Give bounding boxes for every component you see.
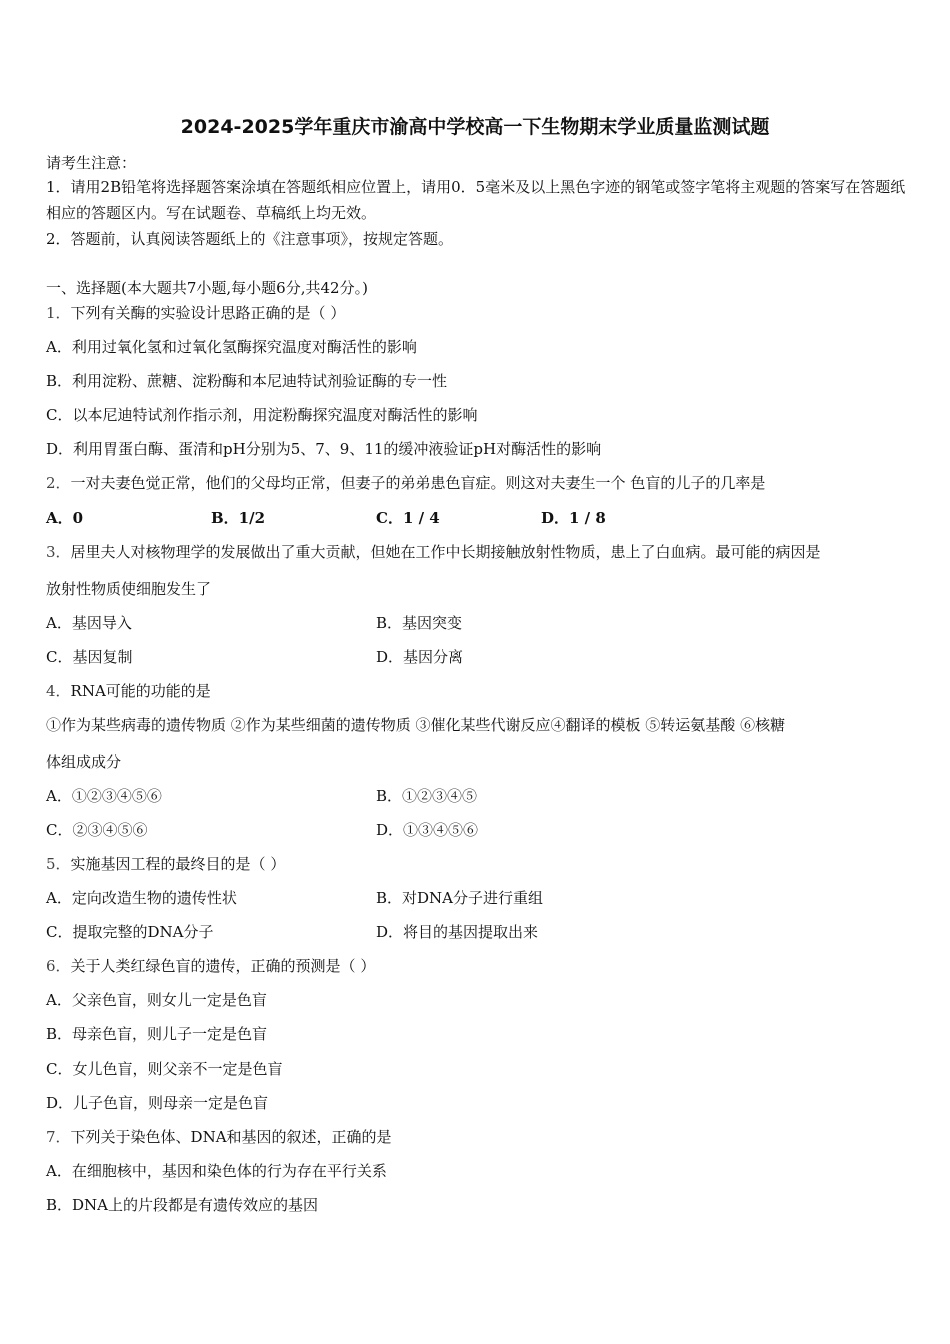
question-2 bbox=[46, 472, 765, 493]
question-number: 7． bbox=[46, 1128, 71, 1146]
question-number: 2． bbox=[46, 474, 71, 492]
question-4 bbox=[46, 680, 211, 701]
q2-option-b[interactable]: B．1/2 bbox=[211, 509, 266, 527]
q4-option-c[interactable]: C．②③④⑤⑥ bbox=[46, 821, 148, 839]
notice-item-2: 2．答题前，认真阅读答题纸上的《注意事项》，按规定答题。 bbox=[46, 230, 454, 248]
q2-option-d[interactable]: D．1 / 8 bbox=[541, 509, 606, 527]
q6-option-a[interactable]: A．父亲色盲，则女儿一定是色盲 bbox=[46, 991, 267, 1009]
question-stem: 关于人类红绿色盲的遗传，正确的预测是（ ） bbox=[70, 957, 376, 975]
q1-option-c[interactable]: C．以本尼迪特试剂作指示剂，用淀粉酶探究温度对酶活性的影响 bbox=[46, 406, 478, 424]
q6-option-d[interactable]: D．儿子色盲，则母亲一定是色盲 bbox=[46, 1094, 269, 1112]
q3-option-c[interactable]: C．基因复制 bbox=[46, 648, 133, 666]
question-7 bbox=[46, 1126, 392, 1147]
question-number: 5． bbox=[46, 855, 71, 873]
notice-item-1: 1．请用2B铅笔将选择题答案涂填在答题纸相应位置上，请用0．5毫米及以上黑色字迹的钢笔或签字笔将主观题的答案写在答题纸相应的答题区内。写在试题卷、草稿纸上均无效。 bbox=[46, 178, 906, 222]
question-number: 4． bbox=[46, 682, 71, 700]
question-4-list-continuation: 体组成成分 bbox=[46, 753, 122, 771]
q6-option-b[interactable]: B．母亲色盲，则儿子一定是色盲 bbox=[46, 1025, 268, 1043]
q5-option-b[interactable]: B．对DNA分子进行重组 bbox=[376, 889, 544, 907]
question-stem: 实施基因工程的最终目的是（ ） bbox=[70, 855, 286, 873]
question-5 bbox=[46, 853, 285, 874]
question-stem: 下列关于染色体、DNA和基因的叙述，正确的是 bbox=[70, 1128, 392, 1146]
page-title: 2024-2025学年重庆市渝高中学校高一下生物期末学业质量监测试题 bbox=[180, 116, 770, 138]
q1-option-b[interactable]: B．利用淀粉、蔗糖、淀粉酶和本尼迪特试剂验证酶的专一性 bbox=[46, 372, 448, 390]
question-stem: 居里夫人对核物理学的发展做出了重大贡献，但她在工作中长期接触放射性物质，患上了白血病。最可能的病因是 bbox=[70, 543, 821, 561]
notice-heading: 请考生注意： bbox=[46, 154, 137, 172]
question-stem: 下列有关酶的实验设计思路正确的是（ ） bbox=[70, 304, 346, 322]
q2-option-a[interactable]: A．0 bbox=[46, 509, 84, 527]
question-number: 6． bbox=[46, 957, 71, 975]
q3-option-b[interactable]: B．基因突变 bbox=[376, 614, 463, 632]
question-number: 1． bbox=[46, 304, 71, 322]
question-1 bbox=[46, 302, 345, 323]
q4-option-d[interactable]: D．①③④⑤⑥ bbox=[376, 821, 479, 839]
q1-option-d[interactable]: D．利用胃蛋白酶、蛋清和pH分别为5、7、9、11的缓冲液验证pH对酶活性的影响 bbox=[46, 440, 602, 458]
q5-option-c[interactable]: C．提取完整的DNA分子 bbox=[46, 923, 214, 941]
question-stem: RNA可能的功能的是 bbox=[70, 682, 211, 700]
q2-option-c[interactable]: C．1 / 4 bbox=[376, 509, 440, 527]
question-6 bbox=[46, 955, 375, 976]
q4-option-b[interactable]: B．①②③④⑤ bbox=[376, 787, 478, 805]
q5-option-a[interactable]: A．定向改造生物的遗传性状 bbox=[46, 889, 237, 907]
q3-option-a[interactable]: A．基因导入 bbox=[46, 614, 132, 632]
q5-option-d[interactable]: D．将目的基因提取出来 bbox=[376, 923, 539, 941]
q3-option-d[interactable]: D．基因分离 bbox=[376, 648, 464, 666]
question-stem: 一对夫妻色觉正常，他们的父母均正常，但妻子的弟弟患色盲症。则这对夫妻生一个 色盲的儿子的几率是 bbox=[70, 474, 766, 492]
question-3-continuation: 放射性物质使细胞发生了 bbox=[46, 580, 212, 598]
q7-option-b[interactable]: B．DNA上的片段都是有遗传效应的基因 bbox=[46, 1196, 319, 1214]
question-number: 3． bbox=[46, 543, 71, 561]
q4-option-a[interactable]: A．①②③④⑤⑥ bbox=[46, 787, 162, 805]
q7-option-a[interactable]: A．在细胞核中，基因和染色体的行为存在平行关系 bbox=[46, 1162, 387, 1180]
section-heading: 一、选择题(本大题共7小题,每小题6分,共42分。) bbox=[46, 279, 368, 297]
q6-option-c[interactable]: C．女儿色盲，则父亲不一定是色盲 bbox=[46, 1060, 283, 1078]
question-4-list: ①作为某些病毒的遗传物质 ②作为某些细菌的遗传物质 ③催化某些代谢反应④翻译的模板 ⑤转运氨基酸 ⑥核糖 bbox=[46, 716, 786, 734]
question-3 bbox=[46, 541, 821, 562]
q1-option-a[interactable]: A．利用过氧化氢和过氧化氢酶探究温度对酶活性的影响 bbox=[46, 338, 417, 356]
